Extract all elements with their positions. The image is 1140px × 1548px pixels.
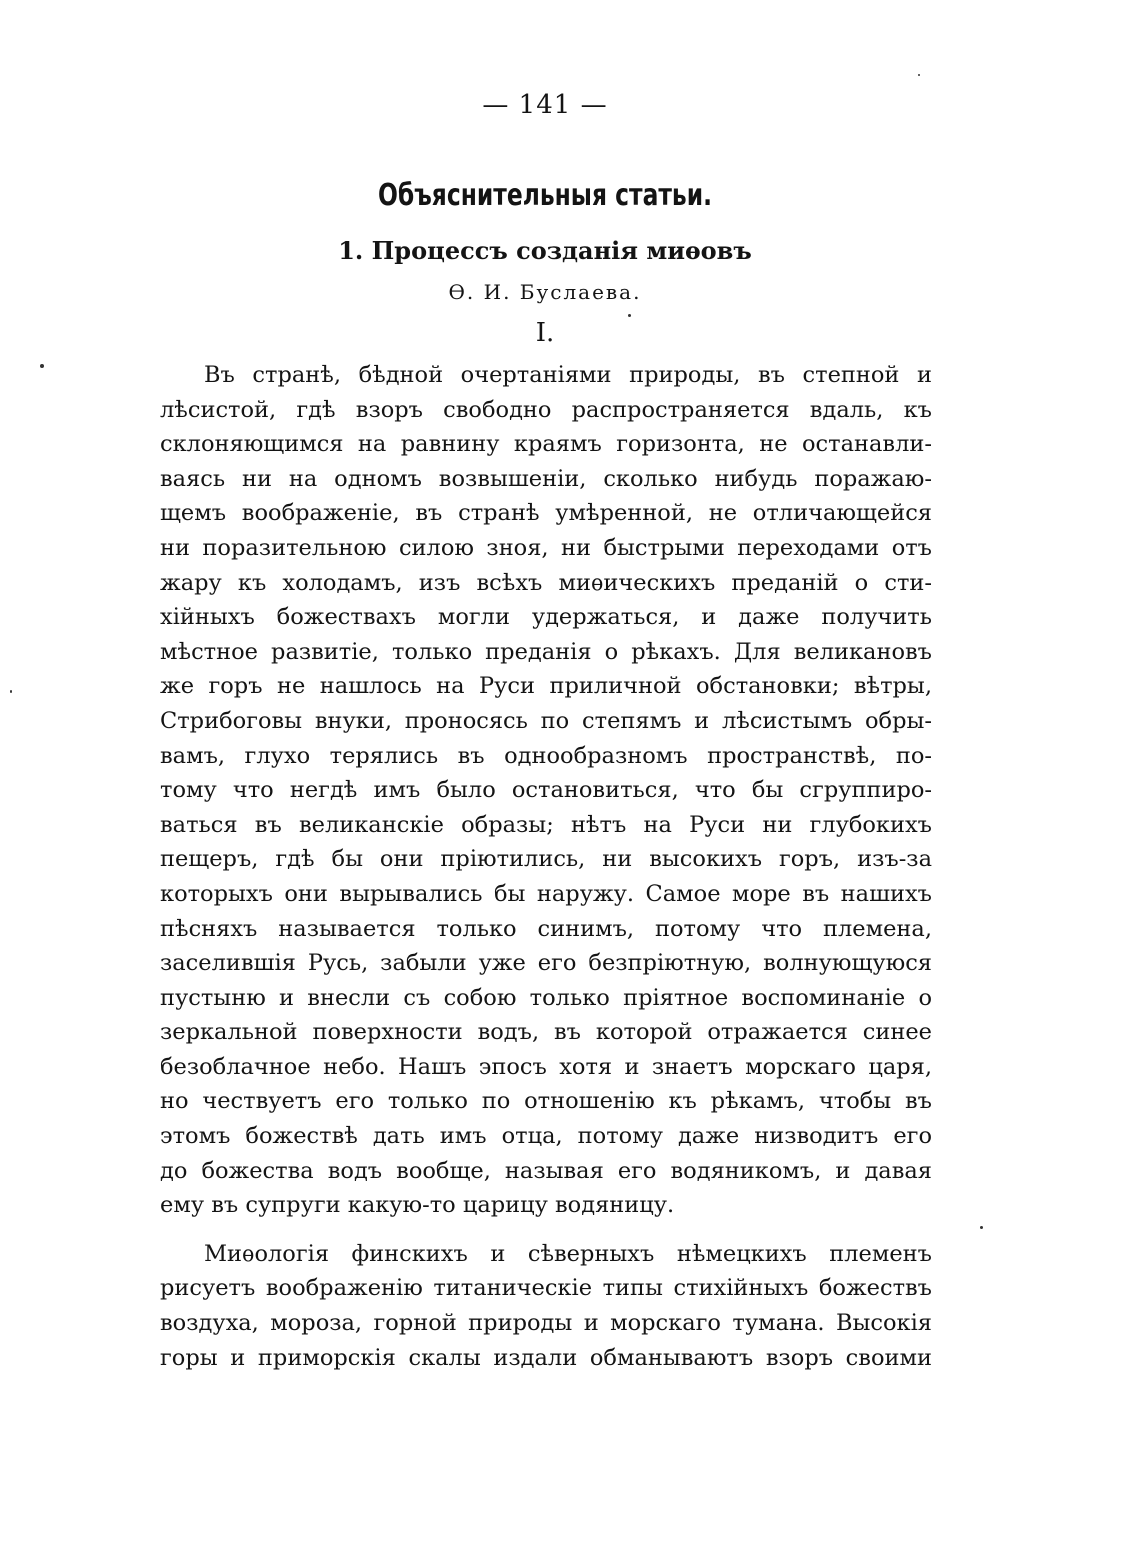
- text-line: пустыню и внесли съ собою только пріятное воспоминаніе о: [160, 984, 932, 1011]
- text-line: заселившія Русь, забыли уже его безпріютную, волнующуюся: [160, 950, 932, 977]
- text-line: тому что негдѣ имъ было остановиться, что бы сгруппиро-: [160, 777, 932, 804]
- scan-speck: [918, 74, 920, 76]
- text-line: до божества водъ вообще, называя его водяникомъ, и давая: [160, 1157, 932, 1184]
- scan-speck: [980, 1226, 983, 1229]
- text-line: этомъ божествѣ дать имъ отца, потому даже низводитъ его: [160, 1123, 932, 1150]
- paragraph: [160, 1237, 932, 1375]
- paragraph: [160, 358, 932, 1223]
- text-line: горы и приморскія скалы издали обманываютъ взоръ своими: [160, 1344, 932, 1371]
- text-line: жару къ холодамъ, изъ всѣхъ миѳическихъ преданій о сти-: [160, 569, 932, 596]
- body-text: [160, 358, 932, 1375]
- text-line: ваясь ни на одномъ возвышеніи, сколько нибудь поражаю-: [160, 465, 932, 492]
- scan-speck: [628, 314, 631, 317]
- text-line: безоблачное небо. Нашъ эпосъ хотя и знаетъ морскаго царя,: [160, 1053, 932, 1080]
- paragraph-gap: [160, 1223, 932, 1237]
- scan-speck: [40, 364, 44, 368]
- scan-speck: [10, 690, 12, 693]
- text-line: Миѳологія финскихъ и сѣверныхъ нѣмецкихъ племенъ: [204, 1240, 932, 1267]
- text-line: ни поразительною силою зноя, ни быстрыми переходами отъ: [160, 534, 932, 561]
- text-line: ему въ супруги какую-то царицу водяницу.: [160, 1192, 675, 1219]
- text-line: но чествуетъ его только по отношенію къ рѣкамъ, чтобы въ: [160, 1088, 932, 1115]
- section-heading: Объяснительныя статьи.: [377, 178, 713, 213]
- text-line: ваться въ великанскіе образы; нѣтъ на Руси ни глубокихъ: [160, 811, 932, 838]
- text-line: Въ странѣ, бѣдной очертаніями природы, въ степной и: [204, 362, 932, 388]
- text-line: рисуетъ воображенію титаническіе типы стихійныхъ божествъ: [160, 1275, 932, 1302]
- text-line: склоняющимся на равнину краямъ горизонта, не останавли-: [160, 431, 932, 458]
- text-line: которыхъ они вырывались бы наружу. Самое море въ нашихъ: [160, 880, 932, 907]
- text-line: воздуха, мороза, горной природы и морскаго тумана. Высокія: [160, 1310, 932, 1337]
- text-line: пещеръ, гдѣ бы они пріютились, ни высокихъ горъ, изъ-за: [160, 846, 932, 873]
- text-line: зеркальной поверхности водъ, въ которой отражается синее: [160, 1019, 932, 1046]
- text-line: Стрибоговы внуки, проносясь по степямъ и лѣсистымъ обры-: [160, 707, 932, 734]
- article-title: 1. Процессъ созданія миѳовъ: [338, 236, 752, 265]
- page-number: — 141 —: [482, 90, 608, 120]
- text-line: щемъ воображеніе, въ странѣ умѣренной, не отличающейся: [160, 500, 932, 527]
- author-byline: Ѳ. И. Буслаева.: [448, 280, 642, 304]
- part-numeral: I.: [535, 318, 555, 348]
- text-line: хійныхъ божествахъ могли удержаться, и даже получить: [160, 604, 932, 631]
- text-line: мѣстное развитіе, только преданія о рѣкахъ. Для великановъ: [160, 638, 932, 665]
- text-line: же горъ не нашлось на Руси приличной обстановки; вѣтры,: [160, 673, 932, 700]
- text-line: пѣсняхъ называется только синимъ, потому что племена,: [160, 915, 932, 942]
- text-line: лѣсистой, гдѣ взоръ свободно распространяется вдаль, къ: [160, 396, 932, 423]
- text-line: вамъ, глухо терялись въ однообразномъ пространствѣ, по-: [160, 742, 932, 769]
